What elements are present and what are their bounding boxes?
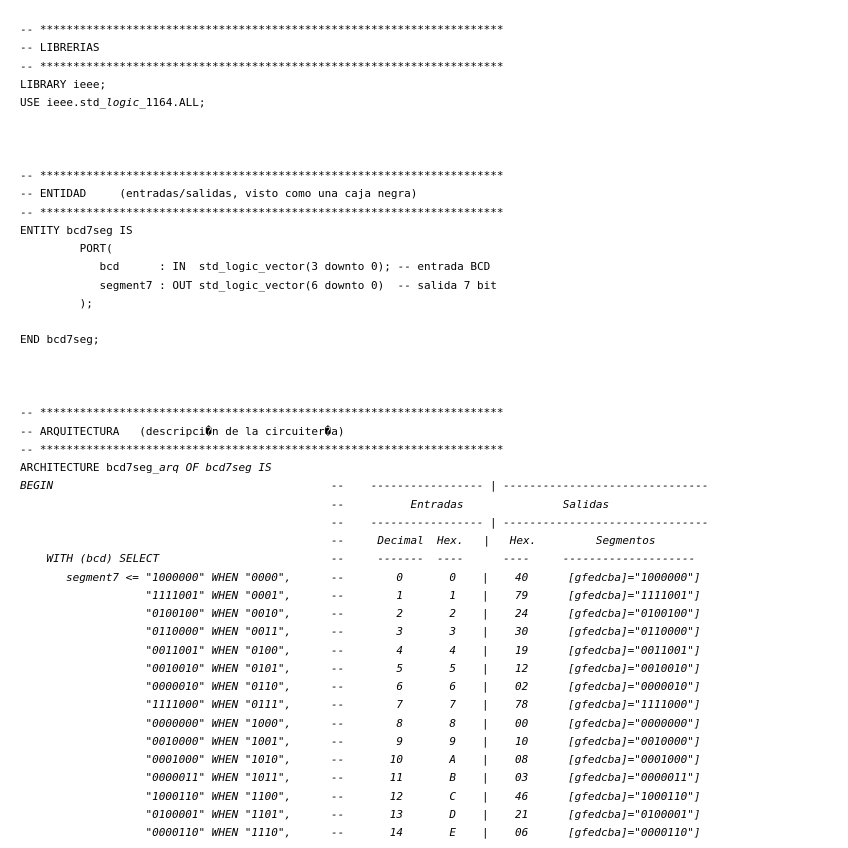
row-code: "0000110" WHEN "1110", [66,826,292,839]
with-select-line [20,550,840,568]
row-hex-out: 30 [515,625,529,639]
row-hex-out: 46 [515,789,529,803]
row-hex-out: 19 [515,643,529,657]
entity-end: END bcd7seg; [20,333,100,347]
begin-line [20,477,840,495]
row-decimal: 7 [396,698,403,712]
table-row [20,715,840,733]
row-comment-mark: -- [331,807,345,821]
architecture-declaration [20,459,840,477]
port-bcd: bcd : IN std_logic_vector(3 downto 0); -- entrada BCD [20,260,491,274]
row-segments: [gfedcba]="1000000"] [568,570,701,584]
blank-line [20,386,840,404]
row-code: "0000011" WHEN "1011", [66,771,292,785]
row-hex-out: 21 [515,807,529,821]
table-column-headers: -- Decimal Hex. | Hex. Segmentos [331,534,656,547]
row-segments: [gfedcba]="0000011"] [568,771,701,785]
row-segments: [gfedcba]="0000110"] [568,826,701,839]
row-segments: [gfedcba]="0011001"] [568,643,701,657]
row-hex-out: 00 [515,716,529,730]
table-columns-line [20,532,840,550]
row-separator: | [482,753,489,766]
blank-line [20,313,840,331]
row-code: "0100100" WHEN "0010", [66,607,292,620]
table-row [20,678,840,696]
row-code: "0001000" WHEN "1010", [66,753,292,766]
architecture-prefix: ARCHITECTURE bcd7seg_ [20,461,160,474]
blank-line [20,368,840,386]
row-hex-in: 3 [449,625,456,639]
row-code: "1111001" WHEN "0001", [66,588,292,602]
row-hex-in: A [449,753,456,766]
table-row [20,769,840,787]
table-subrule: -- ------- ---- ---- -------------------- [331,552,696,566]
row-segments: [gfedcba]="0100100"] [568,607,701,620]
row-hex-in: 9 [449,734,456,748]
row-segments: [gfedcba]="0100001"] [568,807,701,821]
blank-line [20,149,840,167]
comment-rule: -- ********************************************************************** [20,205,504,219]
table-row [20,751,840,769]
row-segments: [gfedcba]="1000110"] [568,789,701,803]
entity-declaration: ENTITY bcd7seg IS [20,223,133,237]
row-code: "1111000" WHEN "0111", [66,698,292,712]
blank-line [20,350,840,368]
row-decimal: 2 [396,607,403,620]
row-comment-mark: -- [331,661,345,675]
row-comment-mark: -- [331,771,345,785]
row-hex-out: 78 [515,698,529,712]
row-code: "0110000" WHEN "0011", [66,625,292,639]
table-row [20,605,840,623]
row-comment-mark: -- [331,570,345,584]
row-decimal: 0 [396,570,403,584]
row-separator: | [482,826,489,839]
row-decimal: 5 [396,661,403,675]
row-decimal: 13 [389,807,403,821]
row-separator: | [482,734,489,748]
row-comment-mark: -- [331,680,345,693]
row-hex-in: D [449,807,456,821]
row-segments: [gfedcba]="0000010"] [568,680,701,693]
use-italic: logic [106,96,140,109]
row-code: "0010000" WHEN "1001", [66,734,292,748]
row-hex-out: 06 [515,826,529,839]
row-hex-in: E [449,826,456,839]
port-close: ); [20,296,93,310]
row-comment-mark: -- [331,753,345,766]
row-hex-in: 0 [449,570,456,584]
row-decimal: 1 [396,588,403,602]
row-decimal: 6 [396,680,403,693]
comment-rule: -- ********************************************************************** [20,442,504,456]
row-decimal: 9 [396,734,403,748]
code-document [20,21,840,842]
comment-rule: -- ********************************************************************** [20,59,504,73]
section-title-arquitectura: -- ARQUITECTURA (descripci�n de la circuiter�a) [20,424,345,438]
row-hex-in: B [449,771,456,785]
row-hex-out: 10 [515,734,529,748]
row-comment-mark: -- [331,716,345,730]
use-prefix: USE ieee.std_ [20,96,107,109]
row-comment-mark: -- [331,643,345,657]
row-separator: | [482,625,489,639]
table-rule: -- ----------------- | ------------------------------- [331,515,709,529]
row-decimal: 11 [389,771,403,785]
table-rule: -- ----------------- | ------------------------------- [331,479,709,493]
row-hex-in: 4 [449,643,456,657]
row-code: "1000110" WHEN "1100", [66,789,292,803]
row-separator: | [482,570,489,584]
row-comment-mark: -- [331,588,345,602]
row-hex-in: C [449,789,456,803]
row-separator: | [482,643,489,657]
comment-rule: -- ********************************************************************** [20,169,504,182]
port-open: PORT( [20,242,113,255]
row-code: "0011001" WHEN "0100", [66,643,292,657]
row-hex-out: 12 [515,661,529,675]
table-row [20,569,840,587]
row-comment-mark: -- [331,734,345,748]
row-separator: | [482,698,489,712]
table-rule-line [20,514,840,532]
section-title-entidad: -- ENTIDAD (entradas/salidas, visto como una caja negra) [20,187,418,201]
row-segments: [gfedcba]="0110000"] [568,625,701,639]
row-segments: [gfedcba]="0001000"] [568,753,701,766]
blank-line [20,112,840,130]
row-comment-mark: -- [331,698,345,712]
row-separator: | [482,716,489,730]
row-segments: [gfedcba]="1111001"] [568,588,701,602]
row-segments: [gfedcba]="0010000"] [568,734,701,748]
row-segments: [gfedcba]="0010010"] [568,661,701,675]
architecture-italic: arq OF bcd7seg IS [159,461,272,474]
row-separator: | [482,807,489,821]
comment-rule: -- ********************************************************************** [20,406,504,420]
row-separator: | [482,789,489,803]
row-code: "0000010" WHEN "0110", [66,680,292,693]
row-segments: [gfedcba]="0000000"] [568,716,701,730]
table-titles-line [20,496,840,514]
table-row [20,660,840,678]
row-decimal: 14 [389,826,403,839]
row-code: "0000000" WHEN "1000", [66,716,292,730]
row-code: "0010010" WHEN "0101", [66,661,292,675]
row-decimal: 10 [389,753,403,766]
row-hex-out: 08 [515,753,529,766]
row-code: segment7 <= "1000000" WHEN "0000", [66,570,292,584]
row-decimal: 12 [389,789,403,803]
row-separator: | [482,661,489,675]
row-separator: | [482,588,489,602]
row-hex-out: 03 [515,771,529,785]
table-row [20,623,840,641]
row-decimal: 3 [396,625,403,639]
row-decimal: 8 [396,716,403,730]
table-row [20,642,840,660]
row-hex-in: 8 [449,716,456,730]
with-select: WITH (bcd) SELECT [20,552,160,566]
table-row [20,788,840,806]
row-separator: | [482,680,489,693]
row-code: "0100001" WHEN "1101", [66,807,292,821]
table-row [20,733,840,751]
begin-keyword: BEGIN [20,479,54,493]
use-suffix: _1164.ALL; [139,96,206,109]
row-hex-out: 02 [515,680,529,693]
row-hex-out: 79 [515,588,529,602]
comment-rule: -- ********************************************************************** [20,23,504,36]
use-statement [20,94,840,112]
blank-line [20,131,840,149]
select-rows [20,569,840,843]
row-hex-in: 7 [449,698,456,712]
row-hex-in: 2 [449,607,456,620]
row-comment-mark: -- [331,789,345,803]
table-row [20,806,840,824]
row-hex-out: 40 [515,570,529,584]
row-decimal: 4 [396,643,403,657]
row-separator: | [482,771,489,785]
row-hex-in: 1 [449,588,456,602]
row-separator: | [482,607,489,620]
section-title-librerias: -- LIBRERIAS [20,41,100,55]
table-titles: -- Entradas Salidas [331,497,610,511]
port-segment7: segment7 : OUT std_logic_vector(6 downto 0) -- salida 7 bit [20,278,497,292]
row-comment-mark: -- [331,607,345,620]
row-hex-out: 24 [515,607,529,620]
library-statement: LIBRARY ieee; [20,77,107,91]
row-comment-mark: -- [331,826,345,839]
table-row [20,696,840,714]
row-hex-in: 5 [449,661,456,675]
table-row [20,587,840,605]
row-comment-mark: -- [331,625,345,639]
table-row [20,824,840,842]
row-hex-in: 6 [449,680,456,693]
row-segments: [gfedcba]="1111000"] [568,698,701,712]
